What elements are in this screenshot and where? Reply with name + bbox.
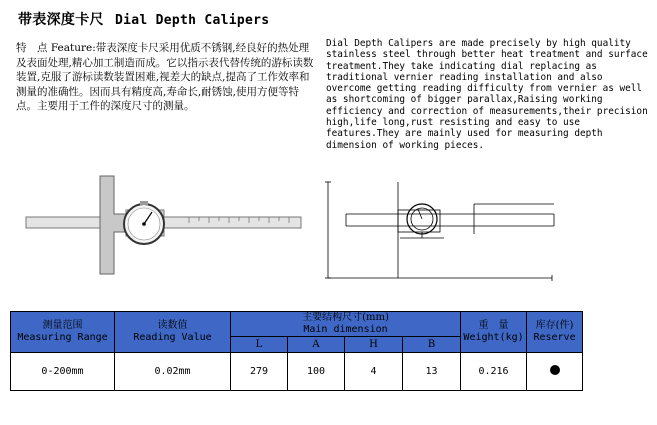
header-dimension: 主要结构尺寸(mm) Main dimension — [231, 312, 461, 337]
cell-reading: 0.02mm — [115, 353, 231, 391]
cell-reserve — [527, 353, 583, 391]
header-reserve: 库存(件) Reserve — [527, 312, 583, 353]
cell-b: 13 — [403, 353, 461, 391]
header-h: H — [345, 337, 403, 353]
header-weight: 重 量 Weight(kg) — [461, 312, 527, 353]
header-b: B — [403, 337, 461, 353]
cell-a: 100 — [288, 353, 345, 391]
cell-weight: 0.216 — [461, 353, 527, 391]
technical-drawing — [324, 176, 560, 286]
header-range: 测量范围 Measuring Range — [11, 312, 115, 353]
in-stock-dot-icon — [550, 365, 560, 375]
title-zh: 带表深度卡尺 — [18, 12, 104, 28]
features-en: Dial Depth Calipers are made precisely by high quality stainless steel through better heat treatment and surface treatment.They take indicating dial replacing as traditional vernier reading installation and also overcome getting reading difficulty from vernier as well as shortcoming of bigger parallax,Raising working efficiency and correction of measurements,their precision high,life long,rust resisting and easy to use features.They are mainly used for measuring depth dimension of working pieces. — [326, 38, 648, 151]
cell-l: 279 — [231, 353, 288, 391]
spec-table — [10, 311, 583, 391]
header-a: A — [288, 337, 345, 353]
header-reading: 读数值 Reading Value — [115, 312, 231, 353]
cell-h: 4 — [345, 353, 403, 391]
product-photo — [14, 172, 304, 282]
page-title — [18, 9, 269, 29]
title-en: Dial Depth Calipers — [115, 13, 270, 28]
header-l: L — [231, 337, 288, 353]
cell-range: 0-200mm — [11, 353, 115, 391]
features-zh: 特 点 Feature:带表深度卡尺采用优质不锈钢,经良好的热处理及表面处理,精心加工制造而成。它以指示表代替传统的游标读数装置,克服了游标读数装置困难,视差大的缺点,提高了工作效率和测量的准确性。因而具有精度高,寿命长,耐锈蚀,使用方便等特点。主要用于工件的深度尺寸的测量。 — [16, 42, 314, 113]
